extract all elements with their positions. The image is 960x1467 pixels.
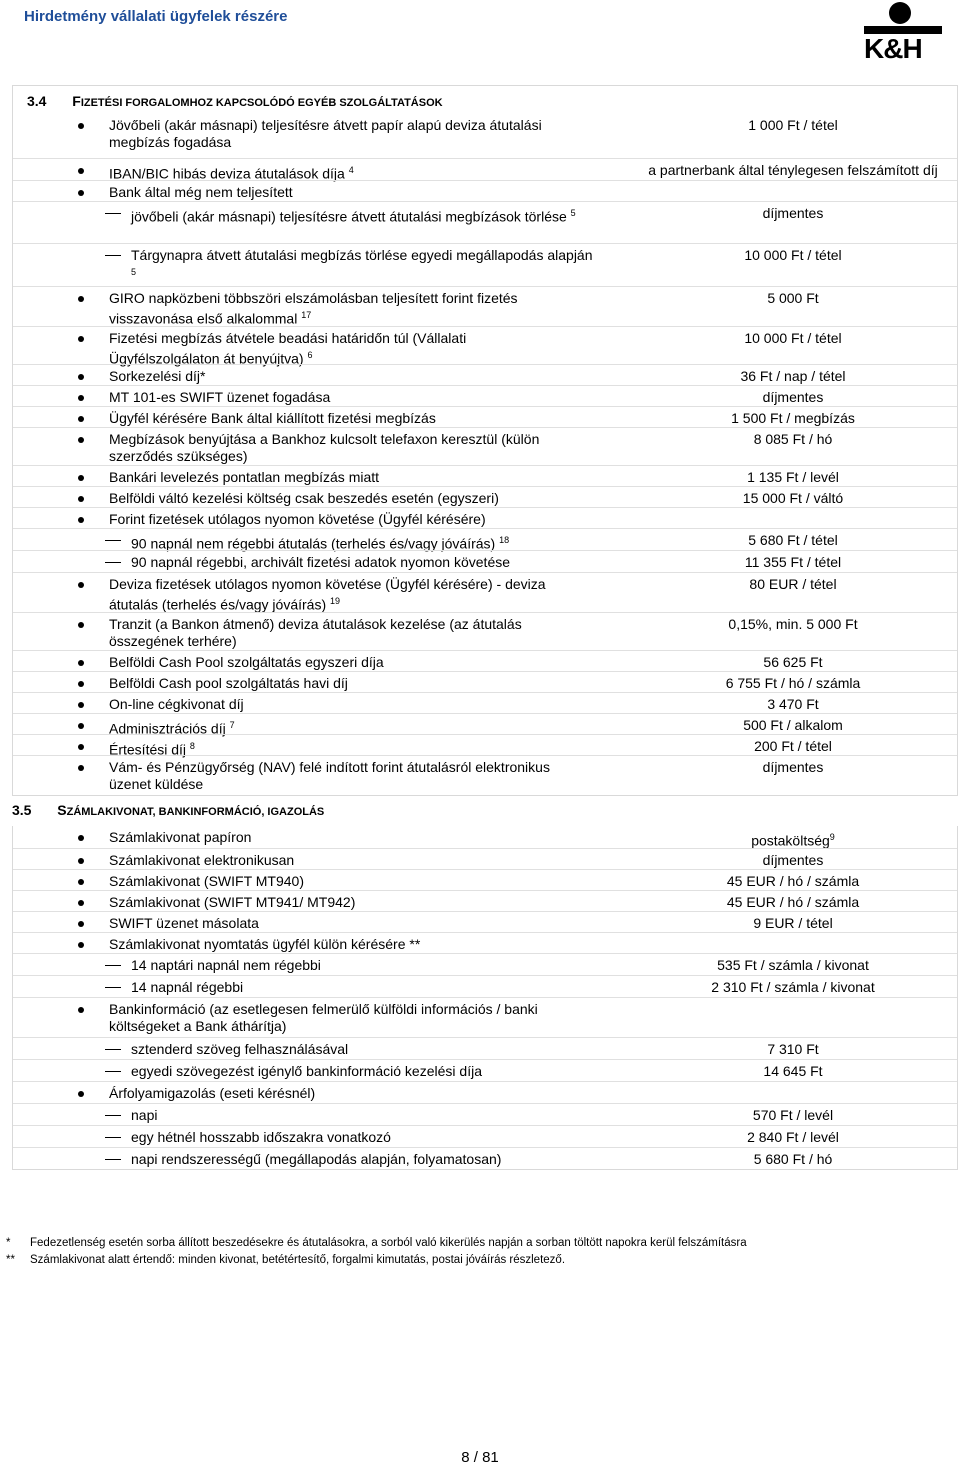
fee-item-label bbox=[131, 979, 601, 996]
table-row bbox=[13, 1147, 957, 1169]
table-row bbox=[13, 911, 957, 932]
fee-value bbox=[633, 1041, 953, 1058]
fee-value-text: 570 Ft / levél bbox=[752, 1107, 834, 1123]
bullet-icon bbox=[78, 374, 84, 380]
table-row bbox=[13, 158, 957, 180]
table-row bbox=[13, 550, 957, 572]
table-row bbox=[13, 180, 957, 201]
table-row bbox=[13, 975, 957, 997]
dash-icon bbox=[105, 213, 121, 214]
fee-value-text: a partnerbank által ténylegesen felszámított díj bbox=[648, 162, 938, 178]
dash-icon bbox=[105, 1115, 121, 1116]
fee-value bbox=[633, 576, 953, 593]
fee-item-label bbox=[109, 936, 579, 953]
table-row bbox=[13, 286, 957, 326]
fee-value-text: 5 680 Ft / tétel bbox=[748, 532, 838, 548]
fee-item-text: Forint fizetések utólagos nyomon követése (Ügyfél kérésére) bbox=[109, 511, 486, 527]
bullet-icon bbox=[78, 858, 84, 864]
fee-item-text: jövőbeli (akár másnapi) teljesítésre átvett átutalási megbízások törlése bbox=[131, 208, 567, 225]
fee-value bbox=[633, 894, 953, 911]
fee-value bbox=[633, 696, 953, 713]
footnote-ref: 6 bbox=[307, 350, 313, 360]
fee-item-label bbox=[131, 1063, 601, 1080]
fee-item-text: On-line cégkivonat díj bbox=[109, 696, 244, 712]
fee-item-text: Árfolyamigazolás (eseti kérésnél) bbox=[109, 1085, 316, 1101]
bullet-icon bbox=[78, 702, 84, 708]
fee-item-text: Számlakivonat (SWIFT MT940) bbox=[109, 873, 305, 889]
fee-item-text: Vám- és Pénzügyőrség (NAV) felé indított forint átutalásról elektronikus üzenet küldése bbox=[109, 759, 550, 792]
fee-item-text: egyedi szövegezést igénylő bankinformáció kezelési díja bbox=[131, 1063, 482, 1079]
section-number: 3.4 bbox=[27, 93, 47, 109]
table-row bbox=[13, 869, 957, 890]
fee-value-text: 6 755 Ft / hó / számla bbox=[725, 675, 861, 691]
fee-value-text: 10 000 Ft / tétel bbox=[744, 247, 842, 263]
dash-icon bbox=[105, 540, 121, 541]
logo-text: K&H bbox=[864, 33, 922, 64]
fee-item-label bbox=[131, 205, 601, 226]
footnote-mark: * bbox=[6, 1237, 11, 1249]
fee-item-label bbox=[109, 759, 579, 793]
fee-item-label bbox=[109, 696, 579, 713]
footnote-text: Fedezetlenség esetén sorba állított beszedésekre és átutalásokra, a sorból való kikerülés napján a sorban töltött napokra kerül felszámításra bbox=[30, 1237, 747, 1249]
bullet-icon bbox=[78, 723, 84, 729]
fee-item-text: Sorkezelési díj* bbox=[109, 368, 206, 384]
fee-item-label bbox=[109, 368, 579, 385]
fee-item-label bbox=[109, 675, 579, 692]
bullet-icon bbox=[78, 744, 84, 750]
fee-value bbox=[633, 469, 953, 486]
bullet-icon bbox=[78, 681, 84, 687]
fee-item-text: Belföldi Cash Pool szolgáltatás egyszeri díja bbox=[109, 654, 384, 670]
fee-item-label bbox=[109, 431, 579, 465]
fee-item-text: Bankinformáció (az esetlegesen felmerülő külföldi információs / banki költségeket a Bank áthárítja) bbox=[109, 1001, 538, 1034]
page-number: 8 / 81 bbox=[461, 1449, 499, 1466]
fee-value bbox=[633, 1107, 953, 1124]
table-row bbox=[13, 671, 957, 692]
bullet-icon bbox=[78, 416, 84, 422]
footnote-text: Számlakivonat alatt értendő: minden kivonat, betétértesítő, forgalmi kimutatás, postai jóváírás részletező. bbox=[30, 1254, 566, 1266]
fee-value bbox=[633, 290, 953, 307]
fee-value-text: 1 000 Ft / tétel bbox=[748, 117, 838, 133]
fee-item-label bbox=[109, 829, 579, 846]
fee-item-text: Számlakivonat nyomtatás ügyfél külön kérésére ** bbox=[109, 936, 421, 952]
fee-item-label bbox=[131, 957, 601, 974]
fee-item-label bbox=[109, 894, 579, 911]
fee-value-text: 1 500 Ft / megbízás bbox=[731, 410, 855, 426]
fee-item-text: Ügyfél kérésére Bank által kiállított fizetési megbízás bbox=[109, 410, 436, 426]
fee-value bbox=[633, 979, 953, 996]
bullet-icon bbox=[78, 517, 84, 523]
fee-value bbox=[633, 915, 953, 932]
table-row bbox=[13, 612, 957, 650]
table-row bbox=[13, 364, 957, 385]
fee-item-label bbox=[109, 389, 579, 406]
fee-value-text: 2 840 Ft / levél bbox=[747, 1129, 839, 1145]
table-row bbox=[13, 528, 957, 550]
fee-value bbox=[633, 759, 953, 776]
fee-item-text: Fizetési megbízás átvétele beadási határidőn túl (Vállalati Ügyfélszolgálaton át benyújtva) bbox=[109, 330, 467, 367]
fee-value bbox=[633, 330, 953, 347]
fee-item-label bbox=[109, 852, 579, 869]
table-row bbox=[13, 1037, 957, 1059]
fee-item-text: napi bbox=[131, 1107, 158, 1123]
section-title-initial: S bbox=[57, 802, 67, 818]
fee-value-text: 200 Ft / tétel bbox=[754, 738, 832, 754]
table-row bbox=[13, 114, 957, 158]
fee-value-text: 15 000 Ft / váltó bbox=[742, 490, 844, 506]
fee-item-text: Számlakivonat elektronikusan bbox=[109, 852, 295, 868]
fee-value bbox=[633, 532, 953, 549]
fee-item-text: sztenderd szöveg felhasználásával bbox=[131, 1041, 349, 1057]
fee-value-text: 500 Ft / alkalom bbox=[743, 717, 843, 733]
fee-value bbox=[633, 410, 953, 427]
table-row bbox=[13, 755, 957, 795]
fee-item-text: Tárgynapra átvett átutalási megbízás törlése egyedi megállapodás alapján bbox=[131, 247, 593, 263]
footnote-ref: 4 bbox=[348, 165, 354, 175]
section-title: IZETÉSI FORGALOMHOZ KAPCSOLÓDÓ EGYÉB SZOLGÁLTATÁSOK bbox=[80, 97, 443, 109]
dash-icon bbox=[105, 255, 121, 256]
table-row bbox=[13, 326, 957, 367]
fee-item-text: 90 napnál nem régebbi átutalás (terhelés és/vagy jóváírás) bbox=[131, 535, 496, 552]
fee-item-text: 14 napnál régebbi bbox=[131, 979, 244, 995]
bullet-icon bbox=[78, 900, 84, 906]
table-row bbox=[13, 243, 957, 286]
fee-value-text: 2 310 Ft / számla / kivonat bbox=[711, 979, 875, 995]
dash-icon bbox=[105, 1159, 121, 1160]
table-row bbox=[13, 890, 957, 911]
dash-icon bbox=[105, 987, 121, 988]
dash-icon bbox=[105, 1137, 121, 1138]
fee-value-text: díjmentes bbox=[762, 852, 824, 868]
fee-item-text: IBAN/BIC hibás deviza átutalások díja bbox=[109, 165, 345, 182]
fee-value-text: 10 000 Ft / tétel bbox=[744, 330, 842, 346]
fee-item-label bbox=[131, 1041, 601, 1058]
table-row bbox=[13, 848, 957, 869]
kh-logo-icon bbox=[864, 2, 944, 64]
fee-value bbox=[633, 490, 953, 507]
fee-item-text: Megbízások benyújtása a Bankhoz kulcsolt telefaxon keresztül (külön szerződés szükséges) bbox=[109, 431, 540, 464]
fee-value bbox=[633, 829, 953, 850]
fee-item-label bbox=[109, 117, 579, 151]
fee-item-text: egy hétnél hosszabb időszakra vonatkozó bbox=[131, 1129, 391, 1145]
bullet-icon bbox=[78, 622, 84, 628]
bullet-icon bbox=[78, 296, 84, 302]
bullet-icon bbox=[78, 168, 84, 174]
fee-item-text: MT 101-es SWIFT üzenet fogadása bbox=[109, 389, 331, 405]
fee-value-text: díjmentes bbox=[762, 389, 824, 405]
fee-value-text: 45 EUR / hó / számla bbox=[726, 894, 860, 910]
table-row bbox=[13, 507, 957, 528]
section-title: ZÁMLAKIVONAT, BANKINFORMÁCIÓ, IGAZOLÁS bbox=[66, 806, 325, 818]
table-row bbox=[13, 572, 957, 612]
fee-value bbox=[633, 654, 953, 671]
footnote-ref: 19 bbox=[330, 596, 341, 606]
table-row bbox=[13, 486, 957, 507]
page-header-title: Hirdetmény vállalati ügyfelek részére bbox=[24, 8, 288, 25]
table-row bbox=[13, 1103, 957, 1125]
table-row bbox=[13, 953, 957, 975]
section-heading-3-5 bbox=[12, 802, 324, 818]
table-row bbox=[13, 997, 957, 1037]
fee-item-label bbox=[109, 290, 579, 328]
fee-value bbox=[633, 162, 953, 179]
bullet-icon bbox=[78, 582, 84, 588]
fee-item-text: GIRO napközbeni többszöri elszámolásban teljesített forint fizetés visszavonása első alkalommal bbox=[109, 290, 518, 327]
table-row bbox=[13, 1081, 957, 1103]
fee-value bbox=[633, 1151, 953, 1168]
bullet-icon bbox=[78, 475, 84, 481]
fee-item-text: Értesítési díj bbox=[109, 741, 187, 758]
fee-item-label bbox=[131, 1151, 601, 1168]
section-heading-row bbox=[13, 86, 957, 114]
fee-value bbox=[633, 389, 953, 406]
table-row bbox=[13, 1059, 957, 1081]
fee-value bbox=[633, 368, 953, 385]
bullet-icon bbox=[78, 1091, 84, 1097]
fee-item-label bbox=[109, 1085, 579, 1102]
fee-item-label bbox=[131, 1129, 601, 1146]
dash-icon bbox=[105, 965, 121, 966]
fee-item-text: Számlakivonat papíron bbox=[109, 829, 252, 845]
fee-item-label bbox=[109, 410, 579, 427]
table-row bbox=[13, 427, 957, 465]
bullet-icon bbox=[78, 496, 84, 502]
fee-item-text: Jövőbeli (akár másnapi) teljesítésre átvett papír alapú deviza átutalási megbízás fogadása bbox=[109, 117, 542, 150]
fee-value-text: 7 310 Ft bbox=[767, 1041, 819, 1057]
fee-item-label bbox=[109, 469, 579, 486]
footnote-ref: 7 bbox=[229, 720, 235, 730]
fee-value-text: díjmentes bbox=[762, 759, 824, 775]
bullet-icon bbox=[78, 123, 84, 129]
fee-item-label bbox=[109, 1001, 579, 1035]
fee-value-text: 11 355 Ft / tétel bbox=[744, 554, 842, 570]
fee-value-text: 0,15%, min. 5 000 Ft bbox=[728, 616, 858, 632]
fee-item-text: Bank által még nem teljesített bbox=[109, 184, 293, 200]
fee-item-text: 90 napnál régebbi, archivált fizetési adatok nyomon követése bbox=[131, 554, 511, 570]
bullet-icon bbox=[78, 765, 84, 771]
dash-icon bbox=[105, 562, 121, 563]
fee-value bbox=[633, 852, 953, 869]
fee-item-text: Deviza fizetések utólagos nyomon követése (Ügyfél kérésére) - deviza átutalás (terhelés és/vagy jóváírás) bbox=[109, 576, 546, 613]
bullet-icon bbox=[78, 942, 84, 948]
fee-item-text: Számlakivonat (SWIFT MT941/ MT942) bbox=[109, 894, 356, 910]
fee-item-label bbox=[109, 654, 579, 671]
footnote-ref: 9 bbox=[829, 832, 835, 842]
table-row bbox=[13, 465, 957, 486]
fee-value-text: postaköltség bbox=[751, 832, 830, 849]
fee-value-text: 45 EUR / hó / számla bbox=[726, 873, 860, 889]
fee-value-text: 5 000 Ft bbox=[767, 290, 819, 306]
bullet-icon bbox=[78, 921, 84, 927]
dash-icon bbox=[105, 1049, 121, 1050]
table-row bbox=[13, 201, 957, 243]
fee-value bbox=[633, 1063, 953, 1080]
fee-item-label bbox=[131, 554, 601, 571]
table-row bbox=[13, 650, 957, 671]
fee-value-text: 56 625 Ft bbox=[763, 654, 823, 670]
fee-value bbox=[633, 616, 953, 633]
footnote-ref: 18 bbox=[499, 535, 510, 545]
fee-value-text: 3 470 Ft bbox=[767, 696, 819, 712]
table-row bbox=[13, 713, 957, 737]
fee-item-label bbox=[109, 873, 579, 890]
bullet-icon bbox=[78, 437, 84, 443]
fee-value-text: 9 EUR / tétel bbox=[753, 915, 833, 931]
fee-value bbox=[633, 873, 953, 890]
section-title-initial: F bbox=[72, 93, 81, 109]
table-row bbox=[13, 692, 957, 713]
fee-item-text: 14 naptári napnál nem régebbi bbox=[131, 957, 321, 973]
fee-item-label bbox=[109, 915, 579, 932]
fee-item-text: napi rendszerességű (megállapodás alapján, folyamatosan) bbox=[131, 1151, 502, 1167]
fee-value-text: 80 EUR / tétel bbox=[749, 576, 837, 592]
fee-value bbox=[633, 675, 953, 692]
fee-table-3-5 bbox=[12, 826, 958, 1170]
fee-value bbox=[633, 117, 953, 134]
fee-item-text: Bankári levelezés pontatlan megbízás miatt bbox=[109, 469, 380, 485]
footnote-ref: 5 bbox=[131, 267, 137, 277]
fee-value-text: 36 Ft / nap / tétel bbox=[740, 368, 846, 384]
fee-value-text: 14 645 Ft bbox=[763, 1063, 823, 1079]
fee-value-text: díjmentes bbox=[762, 205, 824, 221]
bullet-icon bbox=[78, 336, 84, 342]
fee-value bbox=[633, 247, 953, 264]
fee-table-3-4 bbox=[12, 85, 958, 796]
fee-item-label bbox=[109, 616, 579, 650]
fee-item-text: Belföldi Cash pool szolgáltatás havi díj bbox=[109, 675, 348, 691]
bullet-icon bbox=[78, 879, 84, 885]
footnote-ref: 17 bbox=[301, 310, 312, 320]
fee-item-text: SWIFT üzenet másolata bbox=[109, 915, 259, 931]
dash-icon bbox=[105, 1071, 121, 1072]
fee-item-label bbox=[109, 511, 579, 528]
table-row bbox=[13, 406, 957, 427]
fee-item-label bbox=[109, 576, 579, 614]
fee-value bbox=[633, 554, 953, 571]
bullet-icon bbox=[78, 660, 84, 666]
fee-value-text: 535 Ft / számla / kivonat bbox=[717, 957, 869, 973]
fee-item-text: Adminisztrációs díj bbox=[109, 720, 226, 737]
footnote-mark: ** bbox=[6, 1254, 15, 1266]
fee-item-label bbox=[109, 330, 579, 368]
table-row bbox=[13, 826, 957, 848]
table-row bbox=[13, 932, 957, 953]
fee-value-text: 1 135 Ft / levél bbox=[747, 469, 839, 485]
fee-value bbox=[633, 205, 953, 222]
bullet-icon bbox=[78, 190, 84, 196]
fee-item-label bbox=[131, 247, 601, 285]
table-row bbox=[13, 734, 957, 758]
fee-value bbox=[633, 717, 953, 734]
fee-value bbox=[633, 738, 953, 755]
bullet-icon bbox=[78, 395, 84, 401]
fee-item-text: Tranzit (a Bankon átmenő) deviza átutalások kezelése (az átutalás összegének terhére) bbox=[109, 616, 522, 649]
fee-value-text: 5 680 Ft / hó bbox=[753, 1151, 833, 1167]
fee-value-text: 8 085 Ft / hó bbox=[753, 431, 833, 447]
fee-item-label bbox=[109, 184, 579, 201]
footnote-ref: 8 bbox=[189, 741, 195, 751]
fee-value bbox=[633, 1129, 953, 1146]
bullet-icon bbox=[78, 1007, 84, 1013]
footnote-ref: 5 bbox=[570, 208, 576, 218]
logo-dot bbox=[889, 2, 911, 24]
fee-value bbox=[633, 431, 953, 448]
bullet-icon bbox=[78, 835, 84, 841]
table-row bbox=[13, 1125, 957, 1147]
fee-value bbox=[633, 957, 953, 974]
fee-item-label bbox=[109, 490, 579, 507]
fee-item-text: Belföldi váltó kezelési költség csak beszedés esetén (egyszeri) bbox=[109, 490, 499, 506]
section-number: 3.5 bbox=[12, 802, 32, 818]
table-row bbox=[13, 385, 957, 406]
fee-item-label bbox=[131, 1107, 601, 1124]
